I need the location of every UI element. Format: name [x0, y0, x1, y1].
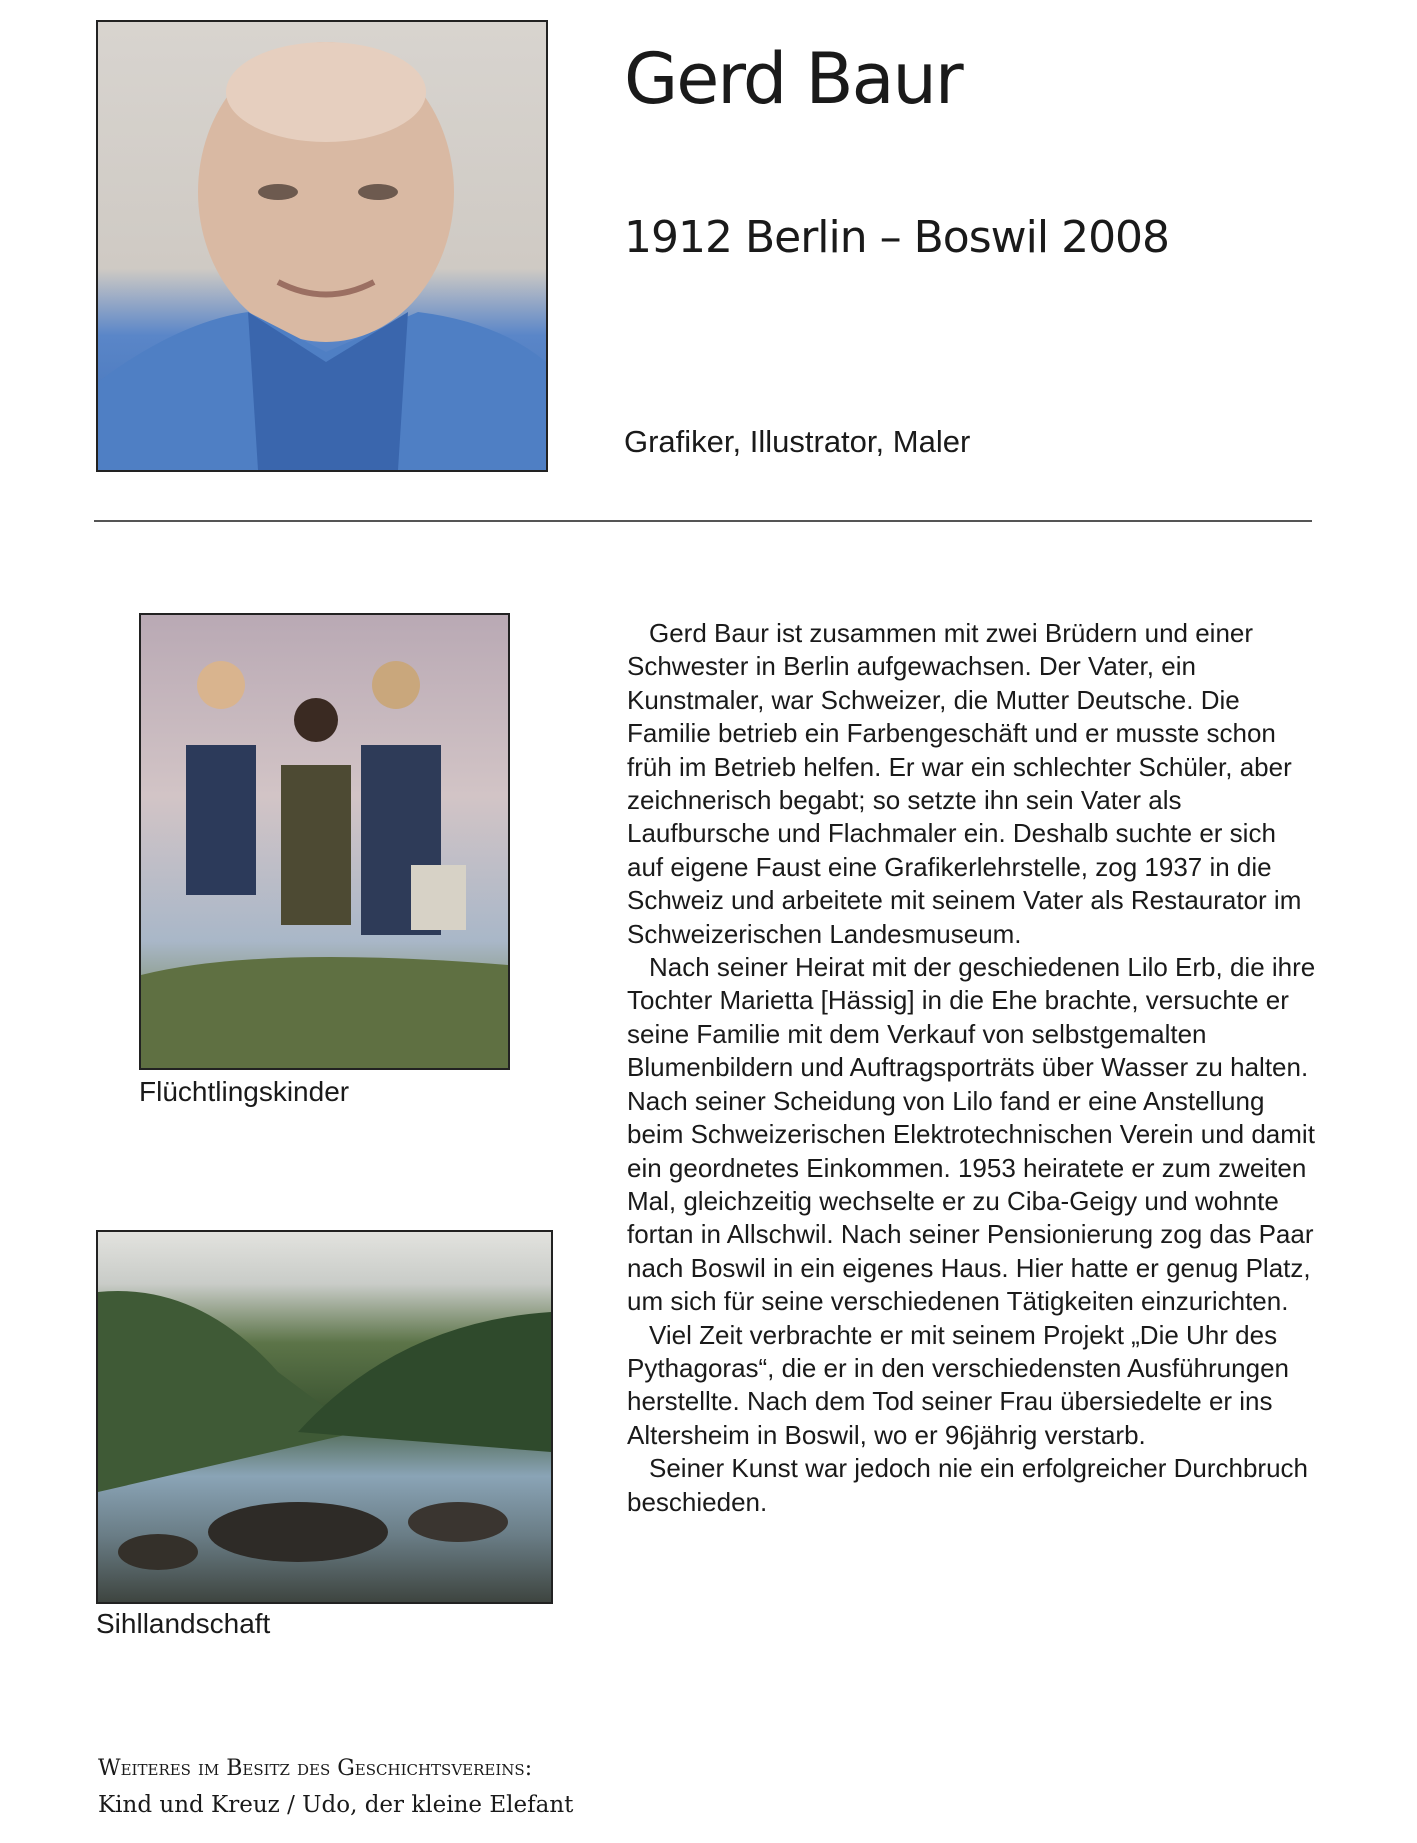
biography-paragraph: Nach seiner Heirat mit der geschiedenen Lilo Erb, die ihre Tochter Marietta [Hässig] in die Ehe brachte, versuchte er seine Familie mit dem Verkauf von selbstgemalten Blumenbildern und Auftragsporträts über Wasser zu halten. Nach seiner Scheidung von Lilo fand er eine Anstellung beim Schweizerischen Elektrotechnischen Verein und damit ein geordnetes Einkommen. 1953 heiratete er zum zweiten Mal, gleichzeitig wechselte er zu Ciba-Geigy und wohnte fortan in Allschwil. Nach seiner Pensionierung zog das Paar nach Boswil in ein eigenes Haus. Hier hatte er genug Platz, um sich für seine verschiedenen Tätigkeiten einzurichten.	[627, 952, 1316, 1317]
artist-profession: Grafiker, Illustrator, Maler	[624, 424, 971, 459]
caption-fluechtlingskinder: Flüchtlingskinder	[139, 1076, 350, 1107]
biography-text	[627, 617, 1317, 1519]
section-divider	[94, 520, 1312, 522]
artist-name: Gerd Baur	[624, 38, 962, 120]
painting-sihllandschaft	[96, 1230, 553, 1604]
footer-items: Kind und Kreuz / Udo, der kleine Elefant	[98, 1792, 574, 1818]
biography-paragraph: Gerd Baur ist zusammen mit zwei Brüdern und einer Schwester in Berlin aufgewachsen. Der Vater, ein Kunstmaler, war Schweizer, die Mutter Deutsche. Die Familie betrieb ein Farbengeschäft und er musste schon früh im Betrieb helfen. Er war ein schlechter Schüler, aber zeichnerisch begabt; so setzte ihn sein Vater als Laufbursche und Flachmaler ein. Deshalb suchte er sich auf eigene Faust eine Grafikerlehrstelle, zog 1937 in die Schweiz und arbeitete mit seinem Vater als Restaurator im Schweizerischen Landesmuseum.	[627, 618, 1302, 949]
biography-paragraph: Viel Zeit verbrachte er mit seinem Projekt „Die Uhr des Pythagoras“, die er in den verschiedensten Ausführungen herstellte. Nach dem Tod seiner Frau übersiedelte er ins Altersheim in Boswil, wo er 96jährig verstarb.	[627, 1319, 1289, 1450]
portrait-photo	[96, 20, 548, 472]
biography-paragraph: Seiner Kunst war jedoch nie ein erfolgreicher Durchbruch beschieden.	[627, 1453, 1309, 1517]
caption-sihllandschaft: Sihllandschaft	[96, 1608, 271, 1639]
artist-lifespan: 1912 Berlin – Boswil 2008	[624, 212, 1170, 263]
painting-fluechtlingskinder	[139, 613, 510, 1070]
footer-heading: Weiteres im Besitz des Geschichtsvereins:	[98, 1756, 533, 1781]
